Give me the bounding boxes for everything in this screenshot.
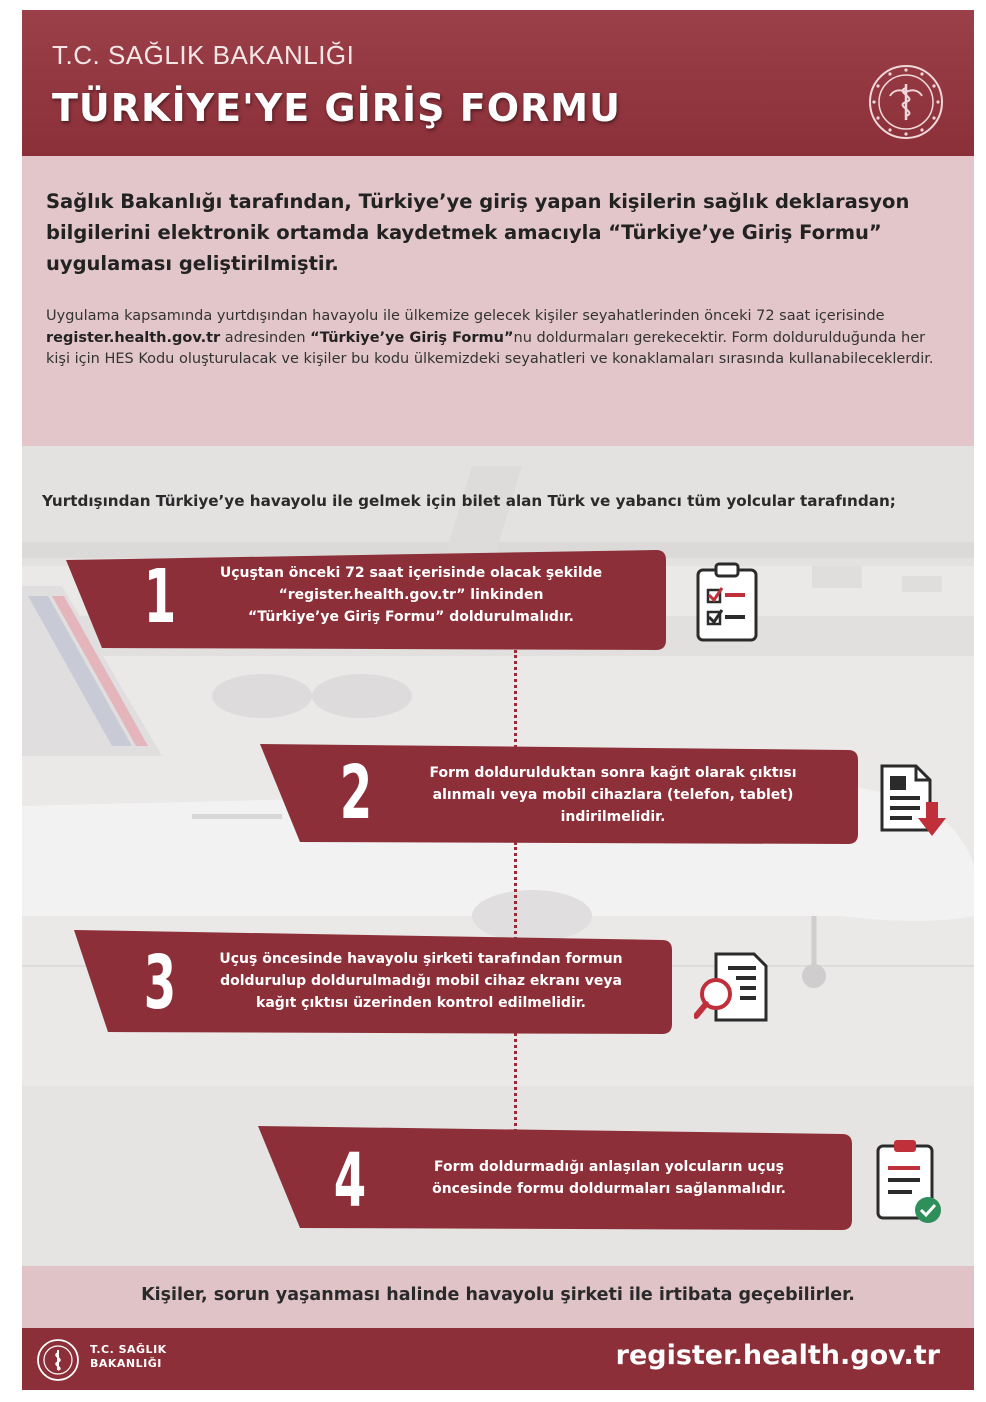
intro-form-name: “Türkiye’ye Giriş Formu” [310, 329, 514, 346]
step-connector [514, 842, 517, 940]
step-number: 2 [339, 750, 373, 836]
footer-ministry [90, 1343, 167, 1371]
page-title: TÜRKİYE'YE GİRİŞ FORMU [52, 86, 621, 130]
intro-register-url: register.health.gov.tr [46, 329, 221, 346]
contact-note-band [22, 1266, 974, 1328]
footer-band [22, 1328, 974, 1390]
step-text [388, 762, 838, 828]
step-connector [514, 1032, 517, 1140]
passengers-headline: Yurtdışından Türkiye’ye havayolu ile gelmek için bilet alan Türk ve yabancı tüm yolcular tarafından; [42, 492, 896, 510]
step-text-line: doldurulup doldurulmadığı mobil cihaz ekranı veya [220, 973, 622, 989]
footer-url-link[interactable]: register.health.gov.tr [615, 1340, 940, 1371]
intro-lead: Sağlık Bakanlığı tarafından, Türkiye’ye giriş yapan kişilerin sağlık deklarasyon bilgilerini elektronik ortamda kaydetmek amacıyla “Türkiye’ye Giriş Formu” uygulaması geliştirilmiştir. [46, 190, 910, 275]
step-1 [66, 550, 666, 650]
step-3 [74, 930, 672, 1034]
ministry-seal-icon [866, 62, 946, 142]
poster [22, 10, 974, 1390]
ministry-name: T.C. SAĞLIK BAKANLIĞI [52, 40, 355, 70]
step-text-line: Form doldurulduktan sonra kağıt olarak çıktısı [429, 765, 797, 781]
footer-ministry-line: BAKANLIĞI [90, 1357, 162, 1370]
step-connector [514, 650, 517, 748]
step-text-line: Uçuştan önceki 72 saat içerisinde olacak şekilde [219, 565, 603, 581]
step-text-line: alınmalı veya mobil cihazlara (telefon, tablet) [432, 787, 794, 803]
intro-body-text: Uygulama kapsamında yurtdışından havayolu ile ülkemize gelecek kişiler seyahatlerinden önceki 72 saat içerisinde [46, 308, 885, 324]
step-2 [260, 740, 858, 844]
step-number: 1 [143, 554, 177, 640]
step-text [196, 562, 626, 628]
step-text-line: kağıt çıktısı üzerinden kontrol edilmelidir. [256, 995, 586, 1011]
checklist-icon [694, 562, 760, 644]
step-number: 3 [143, 940, 177, 1026]
step-4 [258, 1126, 852, 1230]
step-number: 4 [333, 1138, 367, 1224]
footer-ministry-line: T.C. SAĞLIK [90, 1343, 167, 1356]
document-download-icon [878, 762, 948, 842]
step-text-line: Form doldurmadığı anlaşılan yolcuların uçuş [434, 1159, 784, 1175]
step-text-line: Uçuş öncesinde havayolu şirketi tarafından formun [219, 951, 623, 967]
document-search-icon [694, 950, 774, 1032]
step-text-line: indirilmelidir. [560, 809, 666, 825]
clipboard-check-icon [874, 1138, 944, 1226]
step-text-line: “register.health.gov.tr” linkinden [278, 587, 544, 603]
intro-section [22, 156, 974, 446]
ministry-logo-icon [36, 1338, 80, 1382]
intro-body [46, 306, 946, 371]
contact-note: Kişiler, sorun yaşanması halinde havayolu şirketi ile irtibata geçebilirler. [141, 1285, 855, 1305]
intro-body-text: nu doldurmaları gerekecektir. Form doldurulduğunda her kişi için HES Kodu oluşturulacak ve kişiler bu kodu ülkemizdeki seyahatleri ve konaklamaları sırasında kullanabileceklerdir. [46, 329, 934, 367]
step-text [384, 1156, 834, 1200]
step-text-line: öncesinde formu doldurmaları sağlanmalıdır. [432, 1181, 786, 1197]
header-band [22, 10, 974, 156]
step-text-line: “Türkiye’ye Giriş Formu” doldurulmalıdır. [248, 609, 574, 625]
intro-body-text: adresinden [220, 329, 311, 346]
step-text [194, 948, 648, 1014]
